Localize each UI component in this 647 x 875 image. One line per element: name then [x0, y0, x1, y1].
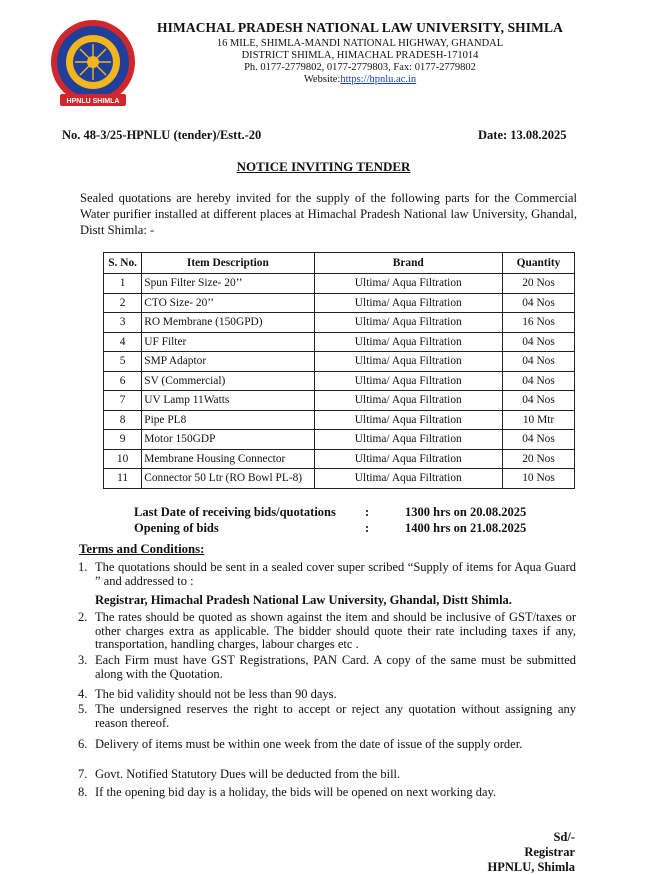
- term-number: 8.: [78, 785, 88, 799]
- website-link[interactable]: https://hpnlu.ac.in: [340, 74, 417, 85]
- cell-sno: 6: [104, 371, 142, 391]
- cell-brand: Ultima/ Aqua Filtration: [314, 293, 503, 313]
- cell-sno: 2: [104, 293, 142, 313]
- cell-item-description: UF Filter: [142, 332, 314, 352]
- cell-sno: 3: [104, 313, 142, 333]
- reference-number: No. 48-3/25-HPNLU (tender)/Estt.-20: [62, 128, 262, 142]
- opening-colon: :: [365, 521, 370, 535]
- cell-sno: 8: [104, 410, 142, 430]
- term-number: 2.: [78, 610, 88, 624]
- cell-item-description: SMP Adaptor: [142, 352, 314, 372]
- table-row: [104, 410, 575, 430]
- notice-title-text: NOTICE INVITING TENDER: [236, 159, 411, 174]
- term-number: 7.: [78, 767, 88, 781]
- header-sno: S. No.: [104, 253, 142, 274]
- last-date-value: 1300 hrs on 20.08.2025: [405, 505, 527, 519]
- website-label: Website:: [303, 74, 341, 85]
- cell-item-description: CTO Size- 20’’: [142, 293, 314, 313]
- term-item: [78, 561, 576, 588]
- term-number: 4.: [78, 687, 88, 701]
- table-row: [104, 313, 575, 333]
- header-item-description: Item Description: [142, 253, 314, 274]
- cell-quantity: 04 Nos: [503, 352, 575, 372]
- cell-brand: Ultima/ Aqua Filtration: [314, 410, 503, 430]
- cell-quantity: 04 Nos: [503, 332, 575, 352]
- cell-quantity: 04 Nos: [503, 293, 575, 313]
- cell-brand: Ultima/ Aqua Filtration: [314, 371, 503, 391]
- cell-sno: 11: [104, 469, 142, 489]
- header-brand: Brand: [314, 253, 503, 274]
- term-number: 6.: [78, 737, 88, 751]
- table-row: [104, 469, 575, 489]
- term-text: The quotations should be sent in a sealed cover super scribed “Supply of items for Aqua Guard ” and addressed to :: [95, 560, 576, 588]
- cell-quantity: 20 Nos: [503, 449, 575, 469]
- table-row: [104, 391, 575, 411]
- cell-quantity: 10 Mtr: [503, 410, 575, 430]
- cell-brand: Ultima/ Aqua Filtration: [314, 469, 503, 489]
- cell-sno: 9: [104, 430, 142, 450]
- term-item: [78, 786, 576, 800]
- table-row: [104, 274, 575, 294]
- signature-designation: Registrar: [524, 845, 575, 859]
- terms-heading: Terms and Conditions:: [79, 542, 205, 556]
- cell-brand: Ultima/ Aqua Filtration: [314, 391, 503, 411]
- cell-item-description: Pipe PL8: [142, 410, 314, 430]
- term-text: If the opening bid day is a holiday, the bids will be opened on next working day.: [95, 785, 497, 799]
- website-line: [150, 74, 570, 86]
- header-quantity: Quantity: [503, 253, 575, 274]
- term-item: [78, 738, 576, 752]
- term-item: [78, 768, 576, 782]
- cell-quantity: 04 Nos: [503, 391, 575, 411]
- opening-value: 1400 hrs on 21.08.2025: [405, 521, 527, 535]
- cell-quantity: 04 Nos: [503, 371, 575, 391]
- term-text: Govt. Notified Statutory Dues will be deducted from the bill.: [95, 767, 401, 781]
- cell-brand: Ultima/ Aqua Filtration: [314, 274, 503, 294]
- cell-item-description: RO Membrane (150GPD): [142, 313, 314, 333]
- signature-org: HPNLU, Shimla: [487, 860, 575, 874]
- signature-sd: Sd/-: [553, 830, 575, 844]
- term-text: Delivery of items must be within one week from the date of issue of the supply order.: [95, 737, 523, 751]
- cell-quantity: 20 Nos: [503, 274, 575, 294]
- cell-sno: 7: [104, 391, 142, 411]
- table-header-row: [104, 253, 575, 274]
- cell-brand: Ultima/ Aqua Filtration: [314, 313, 503, 333]
- items-table: [103, 252, 575, 489]
- university-emblem-icon: [48, 18, 138, 110]
- cell-item-description: UV Lamp 11Watts: [142, 391, 314, 411]
- cell-sno: 4: [104, 332, 142, 352]
- phone-fax: Ph. 0177-2779802, 0177-2779803, Fax: 0177-2779802: [244, 62, 476, 73]
- term-text: The rates should be quoted as shown against the item and should be inclusive of GST/taxes or other charges extra as applicable. The bidder should quote their rate including taxes if any, transportation, handling charges, labour charges etc .: [95, 610, 576, 651]
- cell-brand: Ultima/ Aqua Filtration: [314, 430, 503, 450]
- cell-brand: Ultima/ Aqua Filtration: [314, 332, 503, 352]
- last-date-colon: :: [365, 505, 370, 519]
- cell-sno: 1: [104, 274, 142, 294]
- table-row: [104, 449, 575, 469]
- university-name: HIMACHAL PRADESH NATIONAL LAW UNIVERSITY, SHIMLA: [157, 20, 563, 35]
- addressee: Registrar, Himachal Pradesh National Law University, Ghandal, Distt Shimla.: [95, 593, 512, 607]
- cell-brand: Ultima/ Aqua Filtration: [314, 352, 503, 372]
- term-item: [78, 611, 576, 652]
- last-date-label: Last Date of receiving bids/quotations: [134, 505, 336, 519]
- cell-sno: 10: [104, 449, 142, 469]
- term-text: The bid validity should not be less than 90 days.: [95, 687, 337, 701]
- university-logo: [48, 18, 138, 110]
- cell-item-description: Spun Filter Size- 20’’: [142, 274, 314, 294]
- term-number: 3.: [78, 653, 88, 667]
- term-number: 5.: [78, 702, 88, 716]
- logo-text: HPNLU SHIMLA: [66, 98, 120, 105]
- notice-date: Date: 13.08.2025: [478, 128, 567, 142]
- opening-label: Opening of bids: [134, 521, 219, 535]
- intro-paragraph: Sealed quotations are hereby invited for the supply of the following parts for the Commercial Water purifier installed at different places at Himachal Pradesh National law University, Ghandal, Distt Shimla: -: [80, 191, 577, 237]
- cell-item-description: Membrane Housing Connector: [142, 449, 314, 469]
- term-text: Each Firm must have GST Registrations, PAN Card. A copy of the same must be submitted along with the Quotation.: [95, 653, 576, 681]
- cell-quantity: 04 Nos: [503, 430, 575, 450]
- term-item: [78, 688, 576, 702]
- term-item: [78, 703, 576, 730]
- table-row: [104, 332, 575, 352]
- term-number: 1.: [78, 560, 88, 574]
- term-text: The undersigned reserves the right to accept or reject any quotation without assigning any reason thereof.: [95, 702, 576, 730]
- address-line-2: DISTRICT SHIMLA, HIMACHAL PRADESH-171014: [241, 50, 479, 61]
- table-row: [104, 430, 575, 450]
- table-row: [104, 293, 575, 313]
- cell-sno: 5: [104, 352, 142, 372]
- term-item: [78, 654, 576, 681]
- cell-brand: Ultima/ Aqua Filtration: [314, 449, 503, 469]
- cell-item-description: Motor 150GDP: [142, 430, 314, 450]
- notice-title: [0, 159, 647, 175]
- table-row: [104, 352, 575, 372]
- cell-quantity: 10 Nos: [503, 469, 575, 489]
- address-line-1: 16 MILE, SHIMLA-MANDI NATIONAL HIGHWAY, GHANDAL: [216, 38, 504, 49]
- cell-item-description: Connector 50 Ltr (RO Bowl PL-8): [142, 469, 314, 489]
- cell-item-description: SV (Commercial): [142, 371, 314, 391]
- cell-quantity: 16 Nos: [503, 313, 575, 333]
- table-row: [104, 371, 575, 391]
